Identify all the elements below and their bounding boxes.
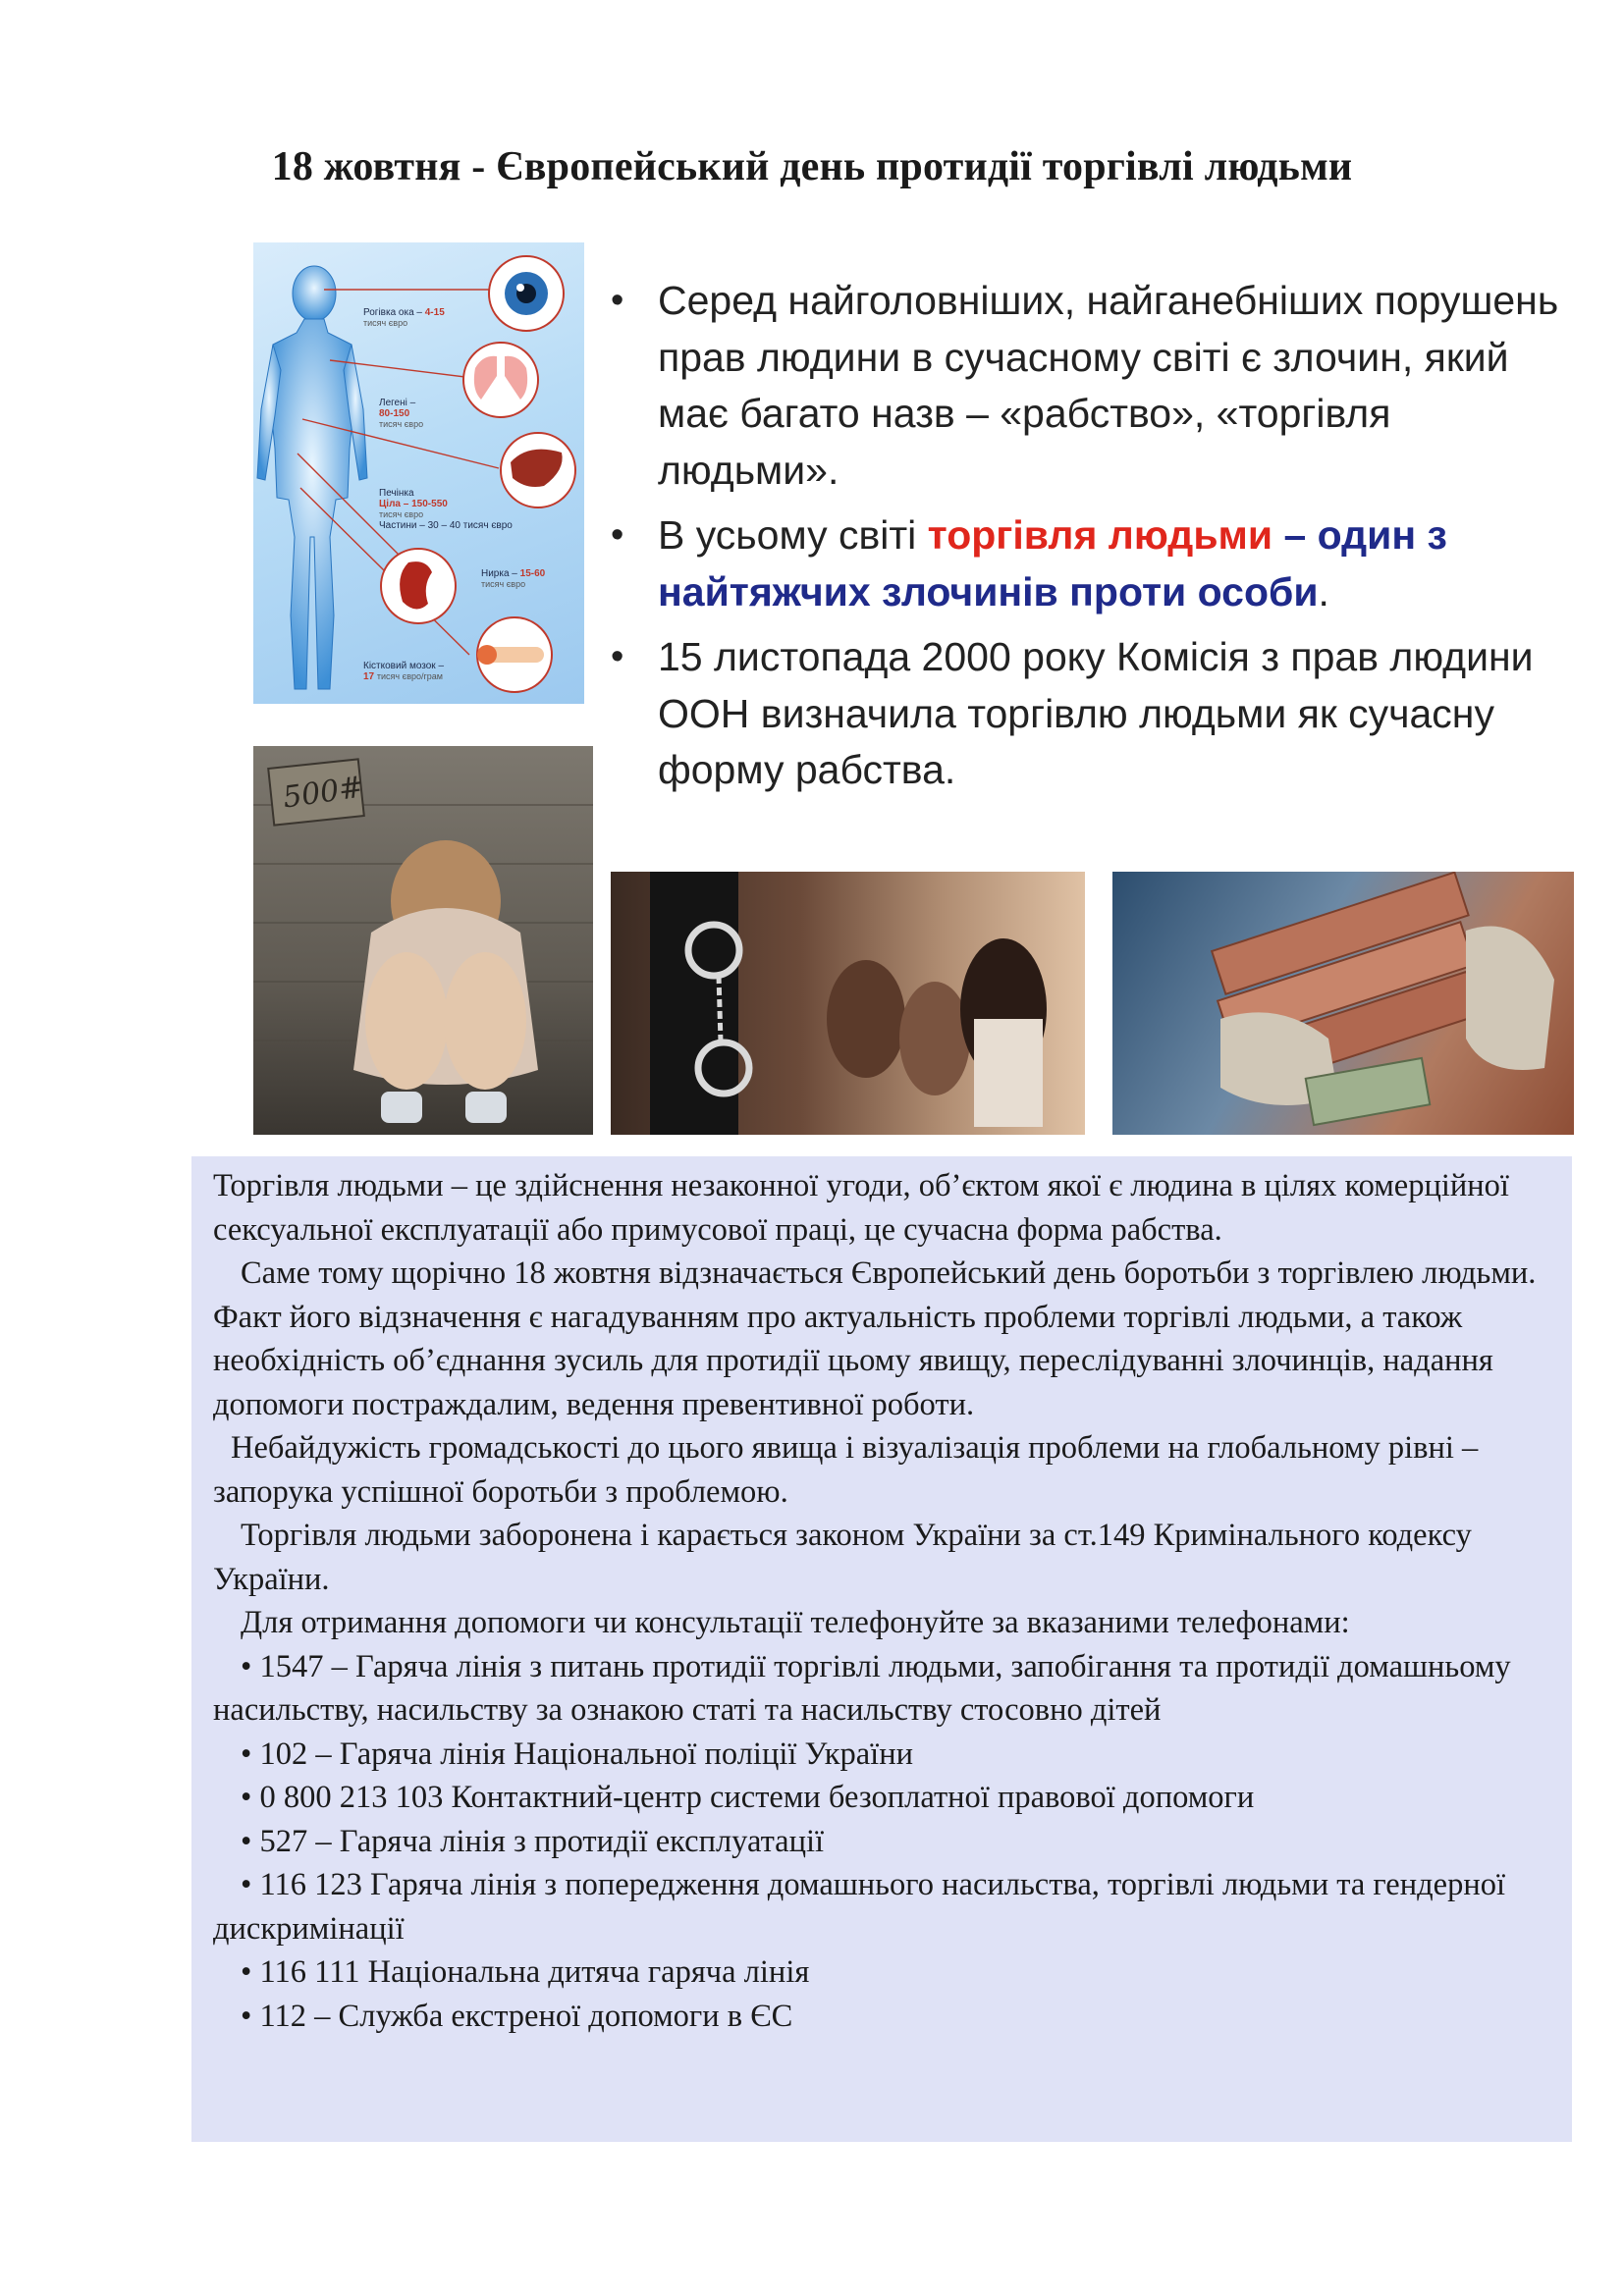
organ-label-liver: Печінка Ціла – 150-550 тисяч євро Частини – 30 – 40 тисяч євро xyxy=(379,488,513,531)
key-fact-item: • 15 листопада 2000 року Комісія з прав людини ООН визначила торгівлю людьми як сучасну форму рабства. xyxy=(603,629,1565,799)
highlight-gravest-crime: – один з найтяжчих злочинів проти особи xyxy=(658,512,1447,614)
key-fact-item: • В усьому світі торгівля людьми – один з найтяжчих злочинів проти особи. xyxy=(603,507,1565,620)
paragraph-contact-intro: Для отримання допомоги чи консультації телефонуйте за вказаними телефонами: xyxy=(241,1605,1350,1640)
hotline-item: • 116 123 Гаряча лінія з попередження домашнього насильства, торгівлі людьми та гендерної дискримінації xyxy=(213,1867,1505,1947)
page-title: 18 жовтня - Європейський день протидії торгівлі людьми xyxy=(271,144,1353,190)
photo-forced-labor-bricks xyxy=(1112,872,1574,1135)
organ-label-cornea: Рогівка ока – 4-15 тисяч євро xyxy=(363,307,445,328)
photo-handcuffs-detainees xyxy=(611,872,1085,1135)
paragraph-definition: Торгівля людьми – це здійснення незаконної угоди, об’єктом якої є людина в цілях комерційної сексуальної експлуатації або примусової праці, це сучасна форма рабства. xyxy=(213,1168,1509,1248)
key-fact-item: • Серед найголовніших, найганебніших порушень прав людини в сучасному світі є злочин, який має багато назв – «рабство», «торгівля людьми». xyxy=(603,273,1565,499)
key-facts-list xyxy=(603,273,1565,808)
hotline-item: • 112 – Служба екстреної допомоги в ЄС xyxy=(241,1998,793,2034)
paragraph-legal-article: Торгівля людьми заборонена і карається законом України за ст.149 Кримінального кодексу України. xyxy=(213,1518,1472,1597)
paragraph-public-awareness: Небайдужість громадськості до цього явища і візуалізація проблеми на глобальному рівні – запорука успішної боротьби з проблемою. xyxy=(213,1430,1479,1510)
hotline-item: • 102 – Гаряча лінія Національної поліції України xyxy=(241,1735,913,1772)
main-text-panel xyxy=(191,1156,1572,2142)
organ-label-lungs: Легені – 80-150 тисяч євро xyxy=(379,398,424,429)
hotline-item: • 116 111 Національна дитяча гаряча лінія xyxy=(241,1954,810,1990)
paragraph-european-day: Саме тому щорічно 18 жовтня відзначається Європейський день боротьби з торгівлею людьми. Факт його відзначення є нагадуванням про актуальність проблеми торгівлі людьми, а також необхідність об’єднання зусиль для протидії цьому явищу, переслідуванні злочинців, надання допомоги постраждалим, ведення превентивної роботи. xyxy=(213,1255,1537,1422)
organ-prices-infographic xyxy=(253,242,584,704)
price-sign-text: 500# xyxy=(280,770,366,816)
hotline-item: • 1547 – Гаряча лінія з питань протидії торгівлі людьми, запобігання та протидії домашньому насильству, насильству за ознакою статі та насильству стосовно дітей xyxy=(213,1648,1511,1728)
hotline-item: • 527 – Гаряча лінія з протидії експлуатації xyxy=(241,1823,825,1859)
organ-label-kidney: Нирка – 15-60 тисяч євро xyxy=(481,568,546,589)
organ-label-bone-marrow: Кістковий мозок – 17 тисяч євро/грам xyxy=(363,661,445,682)
photo-girl-with-price-sign xyxy=(253,746,593,1135)
highlight-trafficking: торгівля людьми xyxy=(927,512,1273,558)
hotline-item: • 0 800 213 103 Контактний-центр системи безоплатної правової допомоги xyxy=(241,1780,1255,1815)
